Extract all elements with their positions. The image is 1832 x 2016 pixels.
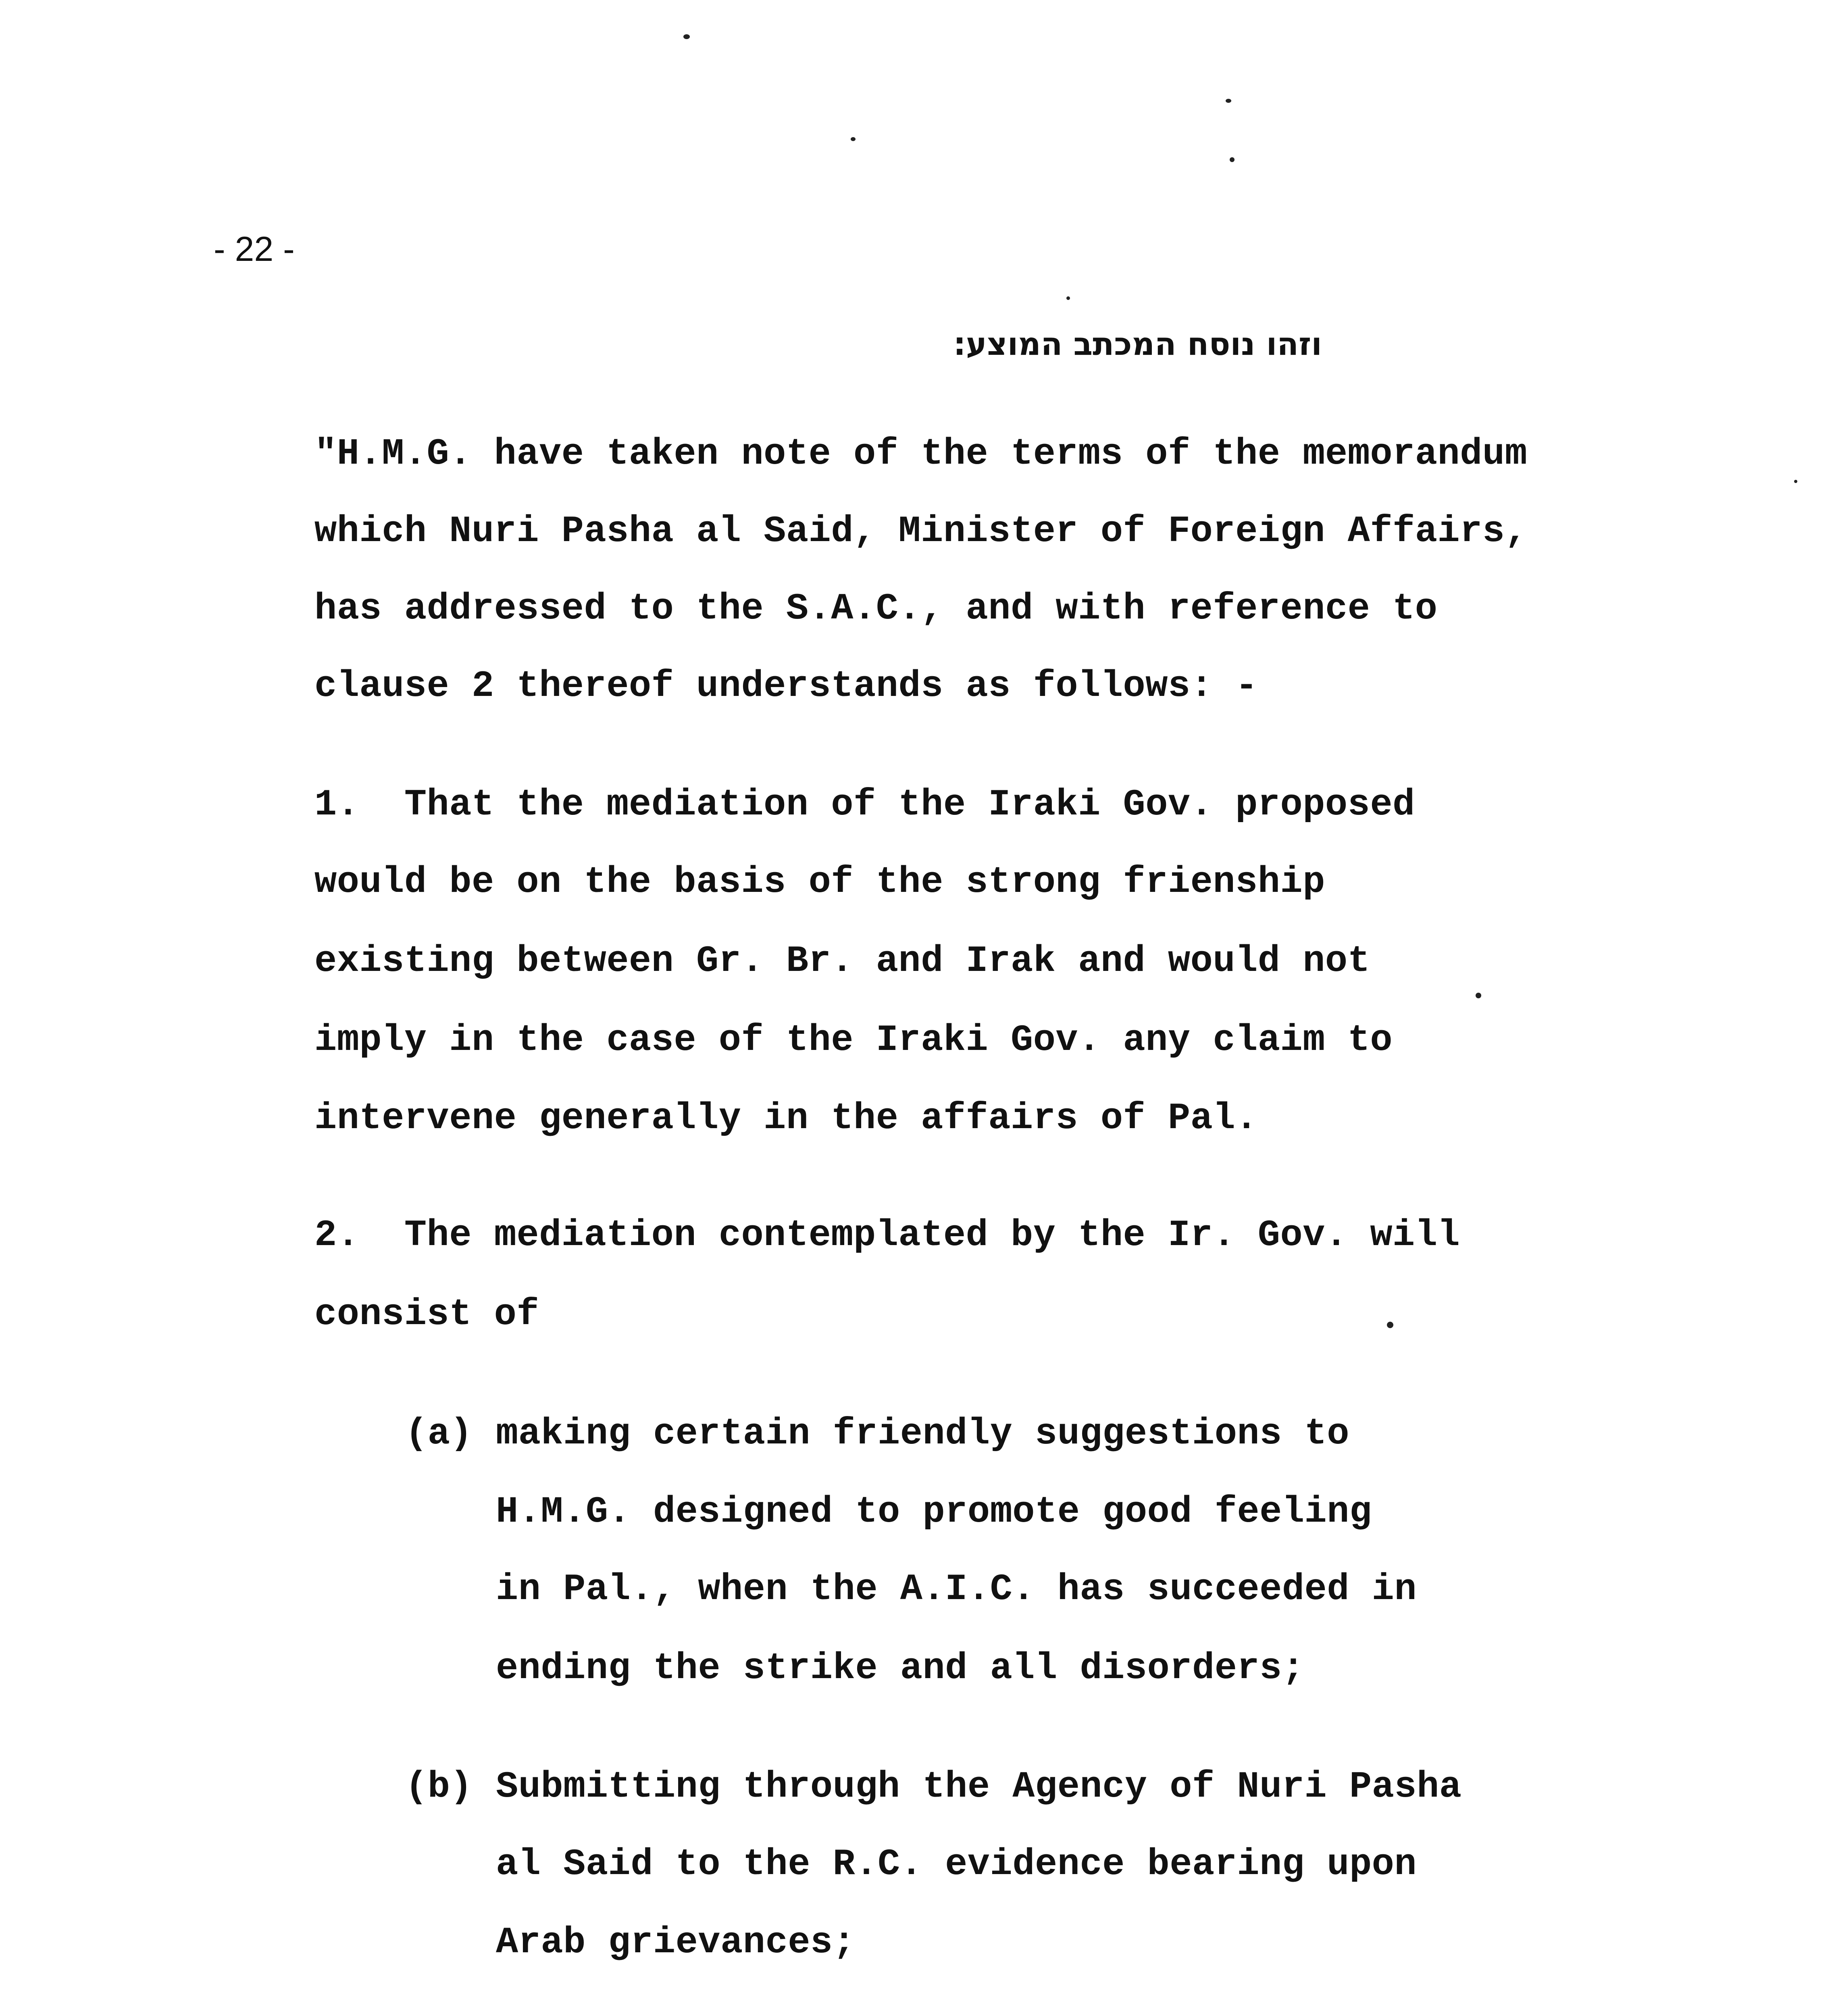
point-2-line: consist of	[314, 1293, 539, 1335]
point-1-line: would be on the basis of the strong frienship	[314, 861, 1325, 903]
page-number: - 22 -	[214, 230, 295, 269]
point-1-line: 1. That the mediation of the Iraki Gov. proposed	[314, 783, 1415, 826]
item-a-line: ending the strike and all disorders;	[496, 1647, 1305, 1689]
intro-line: has addressed to the S.A.C., and with reference to	[314, 587, 1438, 630]
item-a-marker: (a)	[405, 1412, 473, 1455]
item-b-line: Arab grievances;	[496, 1921, 856, 1964]
scan-speck	[1476, 993, 1481, 998]
item-a-line: H.M.G. designed to promote good feeling	[496, 1491, 1372, 1533]
point-1-line: intervene generally in the affairs of Pal.	[314, 1097, 1258, 1139]
item-b-line: al Said to the R.C. evidence bearing upon	[496, 1843, 1417, 1885]
intro-line: "H.M.G. have taken note of the terms of the memorandum	[314, 433, 1528, 475]
scan-speck	[683, 34, 690, 39]
point-2-line: 2. The mediation contemplated by the Ir. Gov. will	[314, 1214, 1460, 1256]
point-1-line: existing between Gr. Br. and Irak and would not	[314, 940, 1370, 982]
item-b-line: Submitting through the Agency of Nuri Pasha	[496, 1766, 1462, 1808]
scan-speck	[851, 137, 856, 141]
scan-speck	[1794, 480, 1797, 483]
scan-speck	[1226, 99, 1231, 103]
scan-speck	[1066, 296, 1070, 300]
hebrew-heading: וזהו נוסח המכתב המוצע:	[953, 326, 1322, 362]
point-1-line: imply in the case of the Iraki Gov. any claim to	[314, 1019, 1393, 1061]
item-a-line: making certain friendly suggestions to	[496, 1412, 1349, 1455]
intro-line: clause 2 thereof understands as follows: -	[314, 665, 1258, 707]
scan-speck	[1230, 157, 1235, 162]
scan-speck	[1387, 1322, 1393, 1328]
item-b-marker: (b)	[405, 1766, 473, 1808]
intro-line: which Nuri Pasha al Said, Minister of Foreign Affairs,	[314, 510, 1528, 552]
item-a-line: in Pal., when the A.I.C. has succeeded in	[496, 1568, 1417, 1610]
